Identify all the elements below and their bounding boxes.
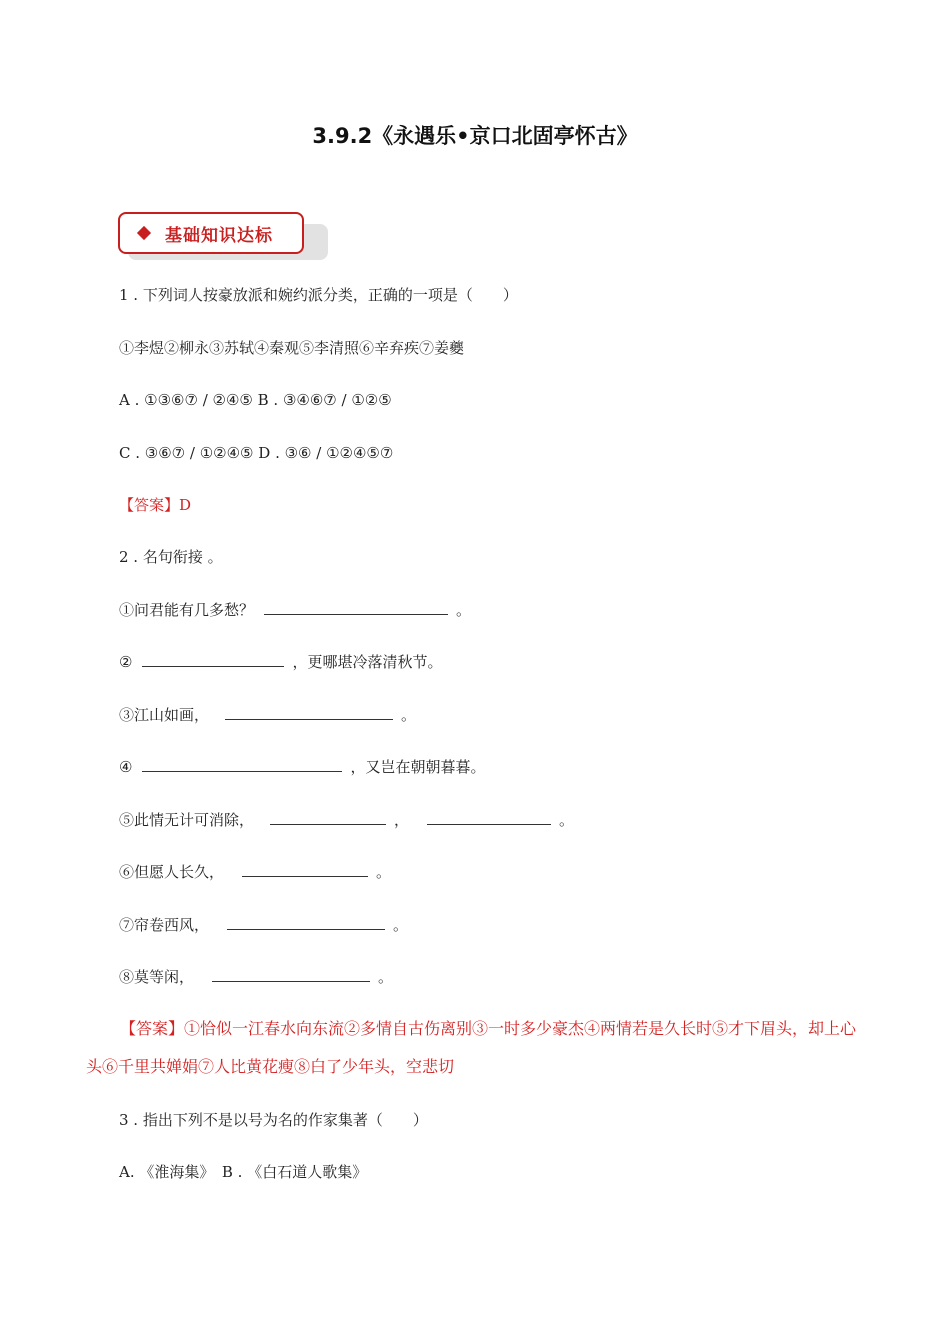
item-suffix: ，又岂在朝朝暮暮。 xyxy=(350,758,486,776)
answer-blank[interactable] xyxy=(142,652,284,667)
item-prefix: ③江山如画， xyxy=(119,706,210,724)
q1-options-ab: A . ①③⑥⑦ / ②④⑤ B . ③④⑥⑦ / ①②⑤ xyxy=(119,391,392,409)
item-prefix: ② xyxy=(119,653,133,671)
answer-blank[interactable] xyxy=(264,600,448,615)
item-prefix: ⑧莫等闲， xyxy=(119,968,195,986)
q2-item-3 xyxy=(119,705,416,725)
item-prefix: ①问君能有几多愁？ xyxy=(119,601,255,619)
q2-item-5 xyxy=(119,810,574,830)
answer-blank[interactable] xyxy=(212,967,370,982)
item-suffix: 。 xyxy=(456,601,472,619)
item-suffix: 。 xyxy=(401,706,417,724)
q1-list: ①李煜②柳永③苏轼④秦观⑤李清照⑥辛弃疾⑦姜夔 xyxy=(119,339,465,357)
answer-tag: 【答案】 xyxy=(119,496,180,514)
q2-item-8 xyxy=(119,967,393,987)
answer-blank[interactable] xyxy=(242,862,368,877)
q1-answer xyxy=(119,495,191,515)
item-suffix: 。 xyxy=(393,916,409,934)
item-suffix: 。 xyxy=(376,863,392,881)
q2-stem: 2 . 名句衔接 。 xyxy=(119,548,223,566)
answer-blank[interactable] xyxy=(270,810,386,825)
q2-answer xyxy=(86,1010,866,1086)
item-prefix: ⑤此情无计可消除， xyxy=(119,811,255,829)
item-prefix: ④ xyxy=(119,758,133,776)
item-suffix: 。 xyxy=(378,968,394,986)
item-prefix: ⑦帘卷西风， xyxy=(119,916,210,934)
diamond-icon xyxy=(137,226,151,240)
item-separator: ， xyxy=(394,811,410,829)
answer-blank[interactable] xyxy=(142,757,342,772)
q2-item-1 xyxy=(119,600,471,620)
q2-item-7 xyxy=(119,915,408,935)
item-suffix: ，更哪堪冷落清秋节。 xyxy=(292,653,443,671)
document-title: 3.9.2《永遇乐•京口北固亭怀古》 xyxy=(312,124,638,148)
q2-item-2 xyxy=(119,652,442,672)
answer-blank[interactable] xyxy=(225,705,393,720)
q3-stem: 3 . 指出下列不是以号为名的作家集著（ ） xyxy=(119,1111,428,1129)
item-suffix: 。 xyxy=(559,811,575,829)
answer-value: D xyxy=(179,496,192,514)
badge-box xyxy=(118,212,304,254)
answer-value: ①恰似一江春水向东流②多情自古伤离别③一时多少豪杰④两情若是久长时⑤才下眉头，却上心头⑥千里共婵娟⑦人比黄花瘦⑧白了少年头，空悲切 xyxy=(86,1019,857,1076)
section-label: 基础知识达标 xyxy=(165,225,273,246)
q1-options-cd: C . ③⑥⑦ / ①②④⑤ D . ③⑥ / ①②④⑤⑦ xyxy=(119,444,394,462)
answer-tag: 【答案】 xyxy=(120,1019,185,1038)
q1-stem: 1 . 下列词人按豪放派和婉约派分类，正确的一项是（ ） xyxy=(119,286,518,304)
answer-blank[interactable] xyxy=(227,915,385,930)
item-prefix: ⑥但愿人长久， xyxy=(119,863,225,881)
answer-blank[interactable] xyxy=(427,810,551,825)
section-badge xyxy=(118,212,333,262)
q2-item-6 xyxy=(119,862,391,882)
q2-item-4 xyxy=(119,757,485,777)
q3-options-ab: A. 《淮海集》 B . 《白石道人歌集》 xyxy=(119,1163,368,1181)
